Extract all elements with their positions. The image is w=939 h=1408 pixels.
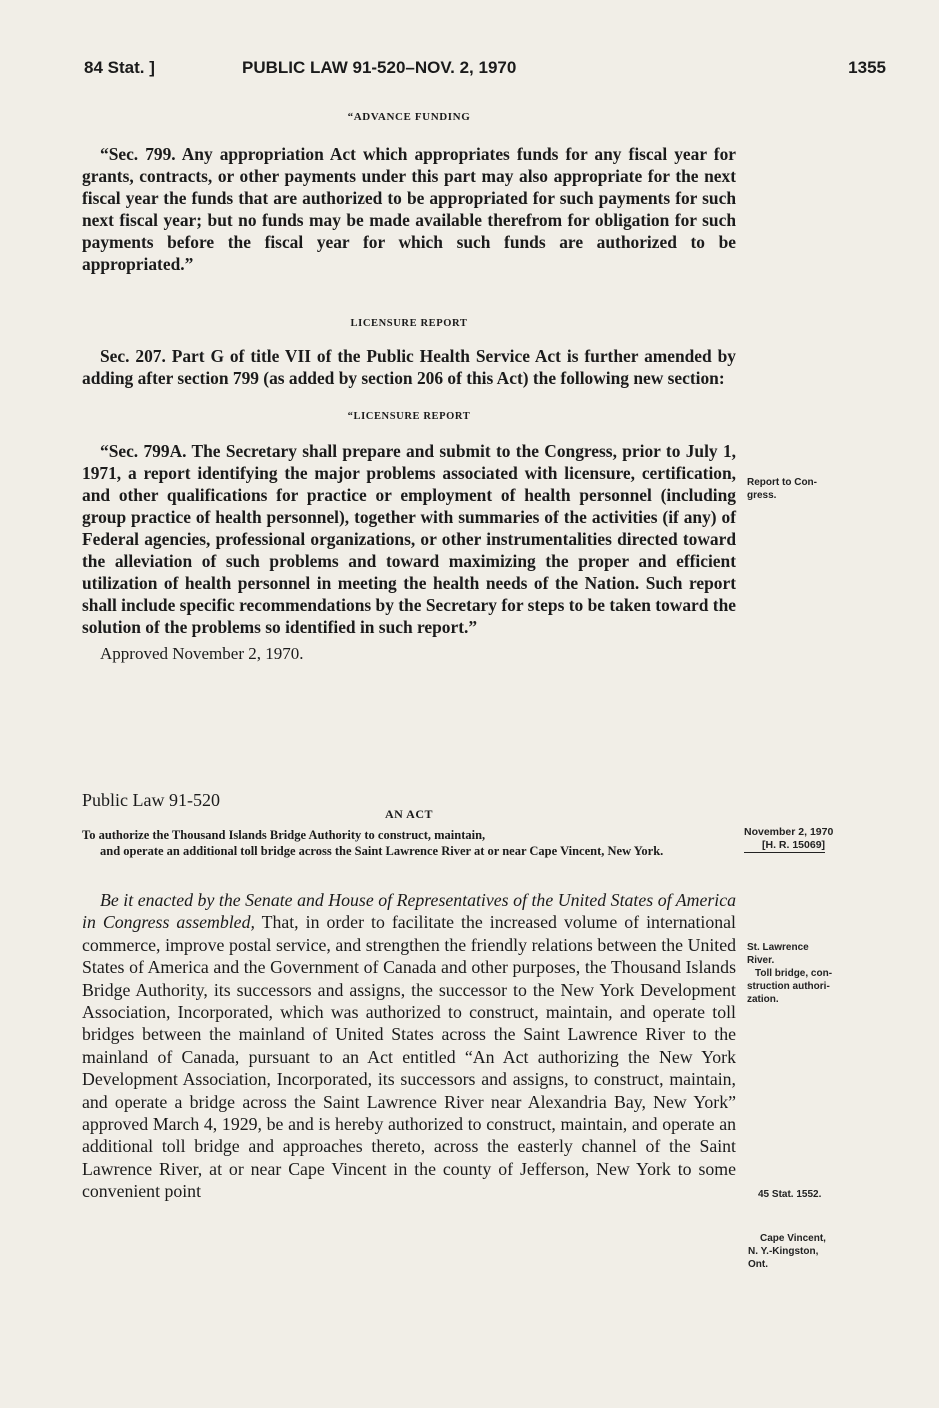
long-title	[82, 827, 736, 859]
volume-reference: 84 Stat. ]	[84, 58, 155, 77]
enacting-text: That, in order to facilitate the increased volume of international commerce, improve postal service, and strengthen the friendly relations between the United States of America and the Government of Canada and other purposes, the Thousand Islands Bridge Authority, its successors and assigns, the successor to the New York Development Association, Incorporated, which was authorized to construct, maintain, and operate toll bridges between the mainland of United States across the Saint Lawrence River to the mainland of Canada, pursuant to an Act entitled “An Act authorizing the New York Development Association, Incorporated, its successors and assigns, to construct, maintain, and operate a bridge across the Saint Lawrence River near Alexandria Bay, New York” approved March 4, 1929, be and is hereby authorized to construct, maintain, and operate an additional toll bridge and approaches thereto, across the easterly channel of the Saint Lawrence River, at or near Cape Vincent in the county of Jefferson, New York to some convenient point	[82, 912, 736, 1202]
enacting-clause	[82, 889, 736, 1203]
approval-date: Approved November 2, 1970.	[100, 644, 304, 663]
sec-207-text: Sec. 207. Part G of title VII of the Public Health Service Act is further amended by adding after section 799 (as added by section 206 of this Act) the following new section:	[82, 346, 736, 388]
an-act-heading: AN ACT	[384, 807, 433, 821]
long-title-continuation: and operate an additional toll bridge across the Saint Lawrence River at or near Cape Vincent, New York.	[100, 844, 664, 858]
margin-note-report: Report to Con- gress.	[747, 477, 817, 501]
page-header	[84, 58, 886, 86]
margin-note-st-lawrence: St. Lawrence River. Toll bridge, con- struction authori- zation.	[747, 942, 833, 1005]
margin-note-stat: 45 Stat. 1552.	[758, 1189, 822, 1200]
licensure-heading: LICENSURE REPORT	[350, 318, 468, 329]
margin-note-date	[744, 826, 833, 853]
enacting-formula: Be it enacted by the Senate and House of Representatives of the United States of America in Congress assembled,	[82, 890, 736, 933]
long-title-first-line: To authorize the Thousand Islands Bridge Authority to construct, maintain,	[82, 828, 486, 842]
page-number: 1355	[848, 58, 886, 77]
margin-date: November 2, 1970	[744, 826, 834, 838]
running-title: PUBLIC LAW 91-520–NOV. 2, 1970	[242, 58, 517, 77]
advance-funding-heading: “ADVANCE FUNDING	[347, 111, 471, 123]
sec-799-text: “Sec. 799. Any appropriation Act which appropriates funds for any fiscal year for grants, contracts, or other payments under this part may also appropriate for the next fiscal year the funds that are authorized to be appropriated for such payments for such next fiscal year; but no funds may be made available therefrom for obligation for such payments before the fiscal year for which such funds are authorized to be appropriated.”	[82, 144, 736, 274]
licensure-subheading: “LICENSURE REPORT	[347, 411, 471, 422]
margin-note-cape-vincent: Cape Vincent, N. Y.-Kingston, Ont.	[748, 1233, 826, 1270]
sec-799a-text: “Sec. 799A. The Secretary shall prepare and submit to the Congress, prior to July 1, 1971, a report identifying the major problems associated with licensure, certification, and other qualifications for practice or employment of health personnel (including group practice of health personnel), together with summaries of the activities (if any) of Federal agencies, professional organizations, or other instrumentalities directed toward the alleviation of such problems and toward maximizing the proper and efficient utilization of health personnel in meeting the health needs of the Nation. Such report shall include specific recommendations by the Secretary for steps to be taken toward the solution of the problems so identified in such report.”	[82, 441, 736, 637]
margin-bill-number: [H. R. 15069]	[744, 839, 825, 853]
advance-funding-section	[82, 111, 736, 275]
licensure-section	[82, 318, 736, 664]
public-law-section	[82, 790, 736, 1203]
public-law-number: Public Law 91-520	[82, 790, 220, 810]
